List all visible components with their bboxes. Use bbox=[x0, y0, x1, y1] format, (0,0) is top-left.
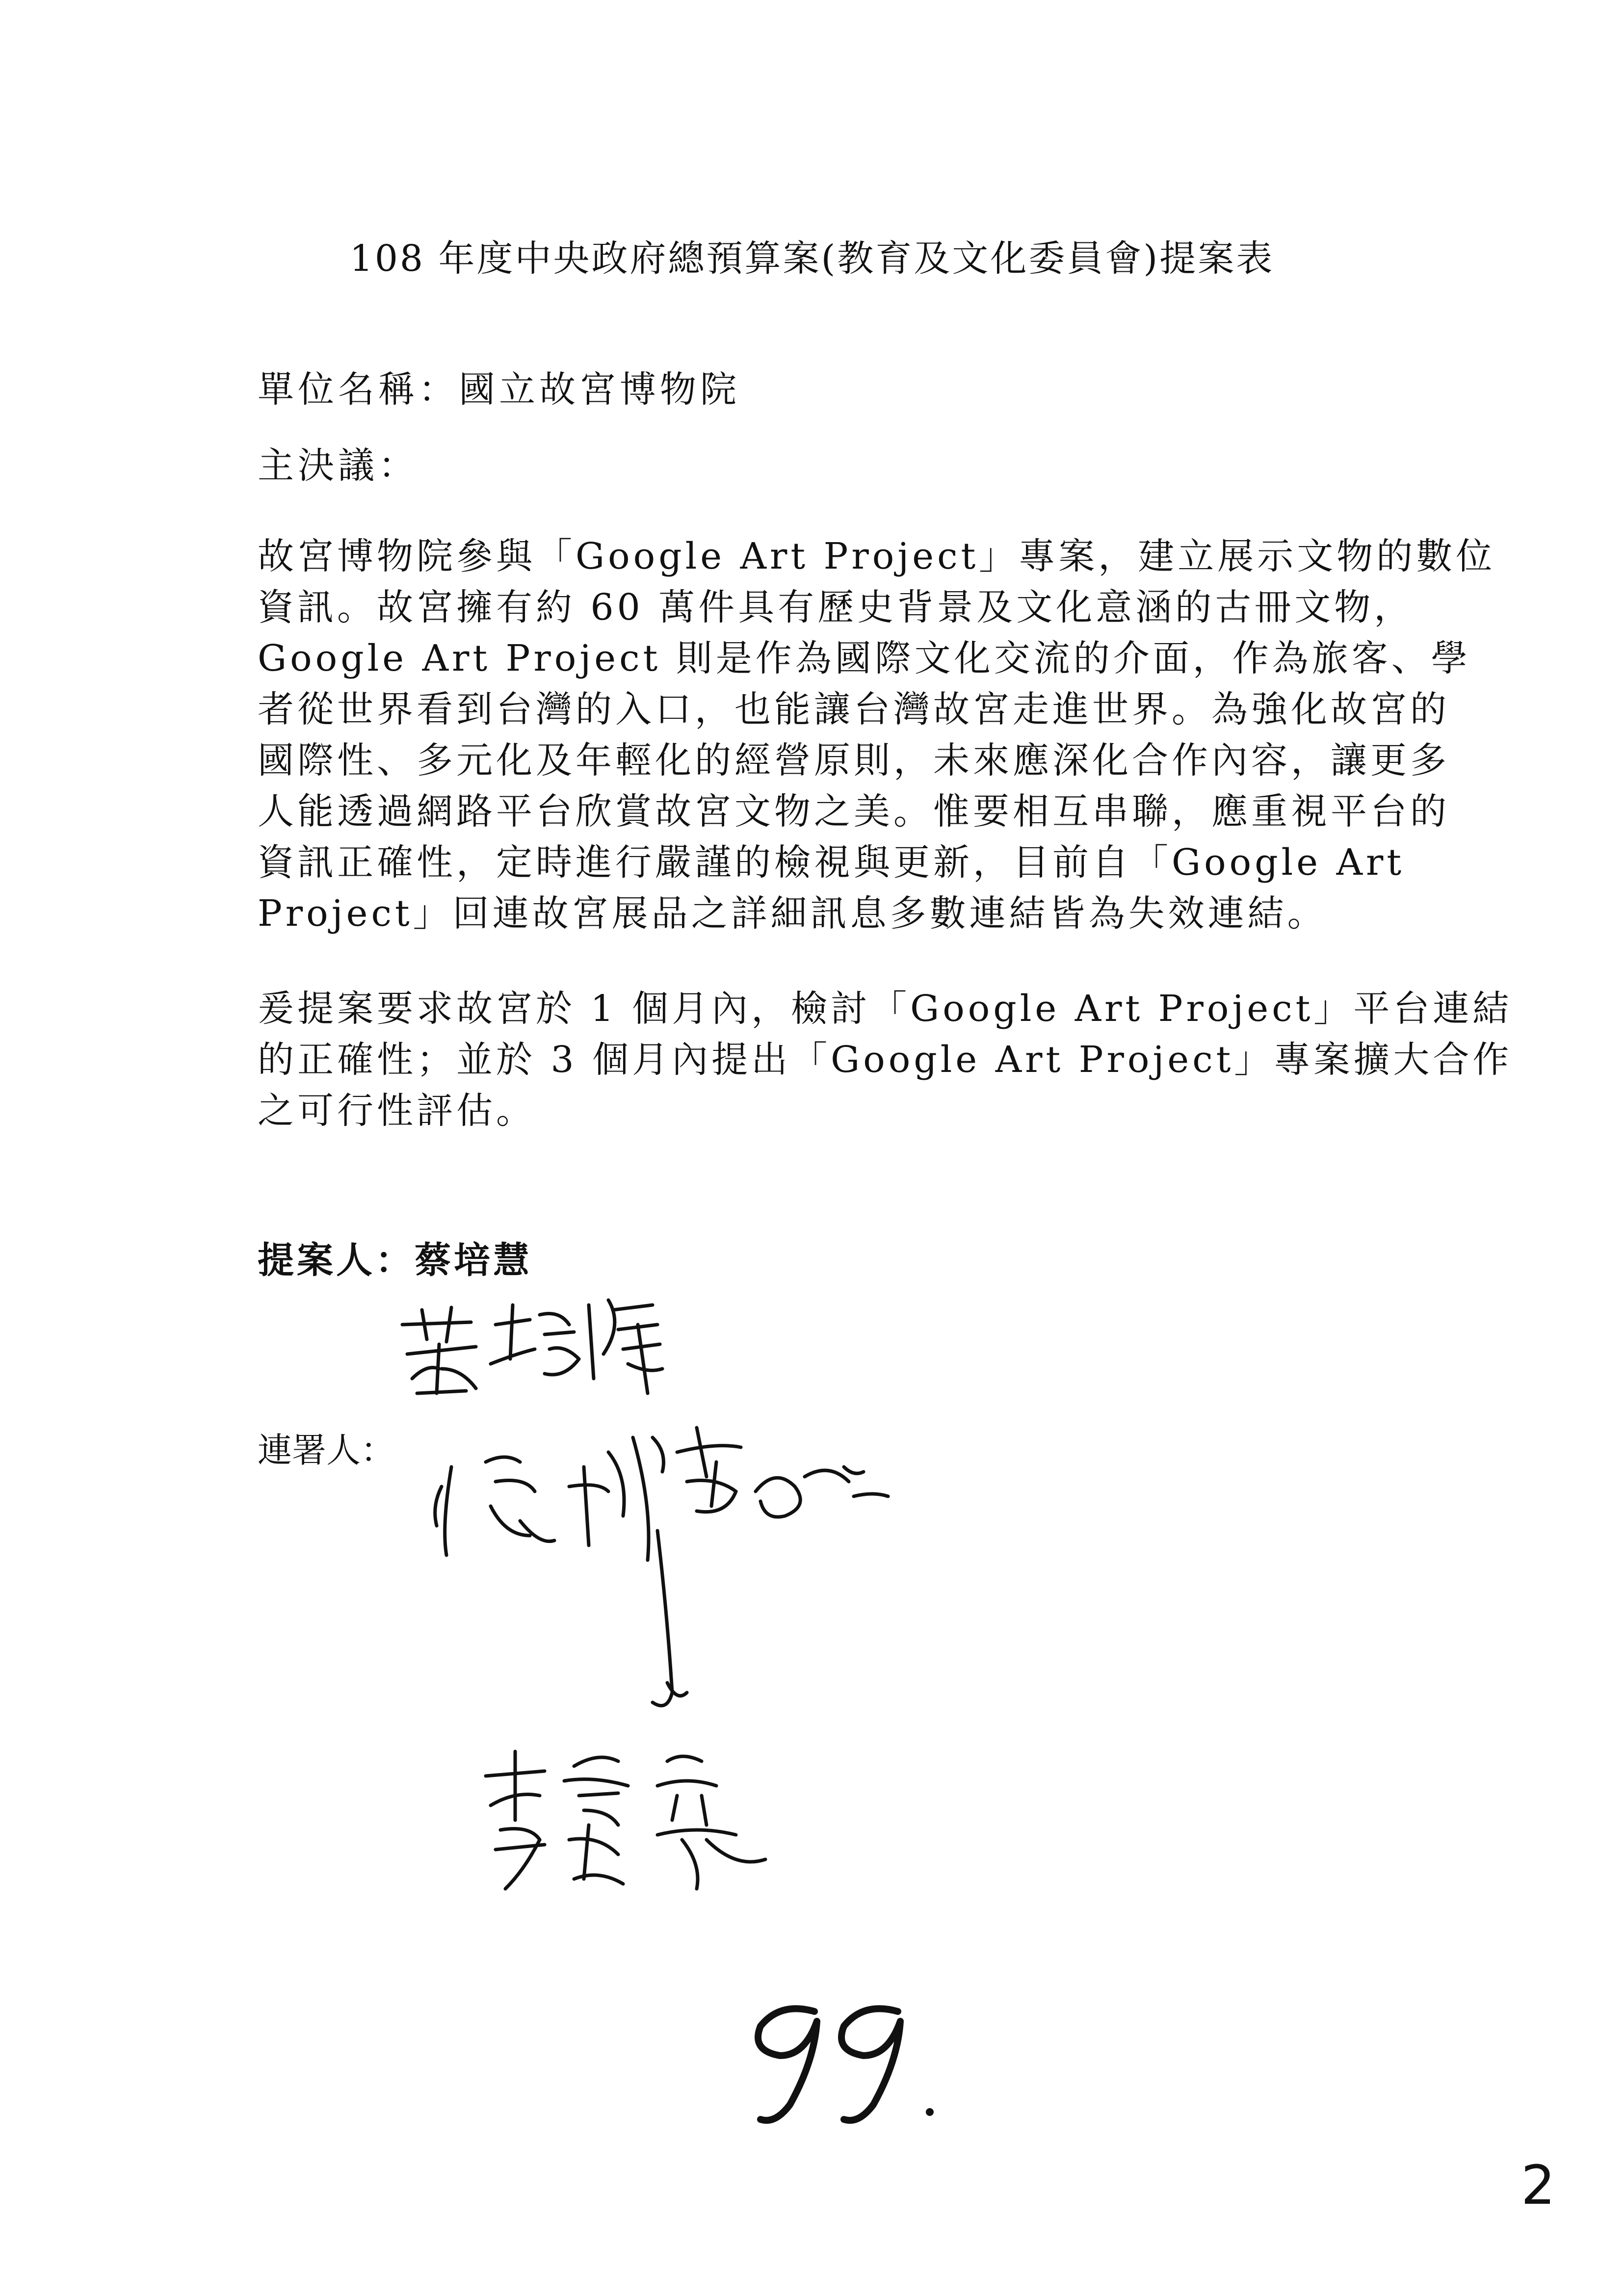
paragraph-line: 故宮博物院參與「Google Art Project」專案，建立展示文物的數位 bbox=[258, 535, 1496, 577]
paragraph-line: 爰提案要求故宮於 1 個月內，檢討「Google Art Project」平台連結 bbox=[258, 988, 1513, 1030]
page-mark: 2 bbox=[1521, 2154, 1555, 2217]
proposer-line: 提案人：蔡培慧 bbox=[258, 1239, 532, 1281]
unit-name-line: 單位名稱：國立故宮博物院 bbox=[258, 368, 740, 411]
handwritten-number-99 bbox=[741, 1992, 957, 2139]
body-paragraph-1 bbox=[258, 531, 1496, 939]
handwritten-signature-1 bbox=[393, 1295, 667, 1408]
body-paragraph-2 bbox=[258, 983, 1513, 1136]
paragraph-line: 資訊正確性，定時進行嚴謹的檢視與更新，目前自「Google Art bbox=[258, 841, 1405, 884]
handwritten-signature-3 bbox=[471, 1742, 775, 1899]
document-title: 108 年度中央政府總預算案(教育及文化委員會)提案表 bbox=[349, 237, 1275, 280]
cosigner-label: 連署人： bbox=[258, 1430, 395, 1470]
paragraph-line: 資訊。故宮擁有約 60 萬件具有歷史背景及文化意涵的古冊文物， bbox=[258, 586, 1414, 628]
paragraph-line: 人能透過網路平台欣賞故宮文物之美。惟要相互串聯，應重視平台的 bbox=[258, 790, 1450, 833]
main-resolution-label: 主決議： bbox=[258, 444, 419, 487]
paragraph-line: Google Art Project 則是作為國際文化交流的介面，作為旅客、學 bbox=[258, 637, 1471, 679]
handwritten-signature-2 bbox=[422, 1408, 971, 1761]
paragraph-line: 者從世界看到台灣的入口，也能讓台灣故宮走進世界。為強化故宮的 bbox=[258, 688, 1450, 731]
paragraph-line: 國際性、多元化及年輕化的經營原則，未來應深化合作內容，讓更多 bbox=[258, 739, 1450, 782]
paragraph-line: Project」回連故宮展品之詳細訊息多數連結皆為失效連結。 bbox=[258, 892, 1327, 935]
paragraph-line: 的正確性；並於 3 個月內提出「Google Art Project」專案擴大合作 bbox=[258, 1039, 1513, 1081]
paragraph-line: 之可行性評估。 bbox=[258, 1090, 536, 1132]
